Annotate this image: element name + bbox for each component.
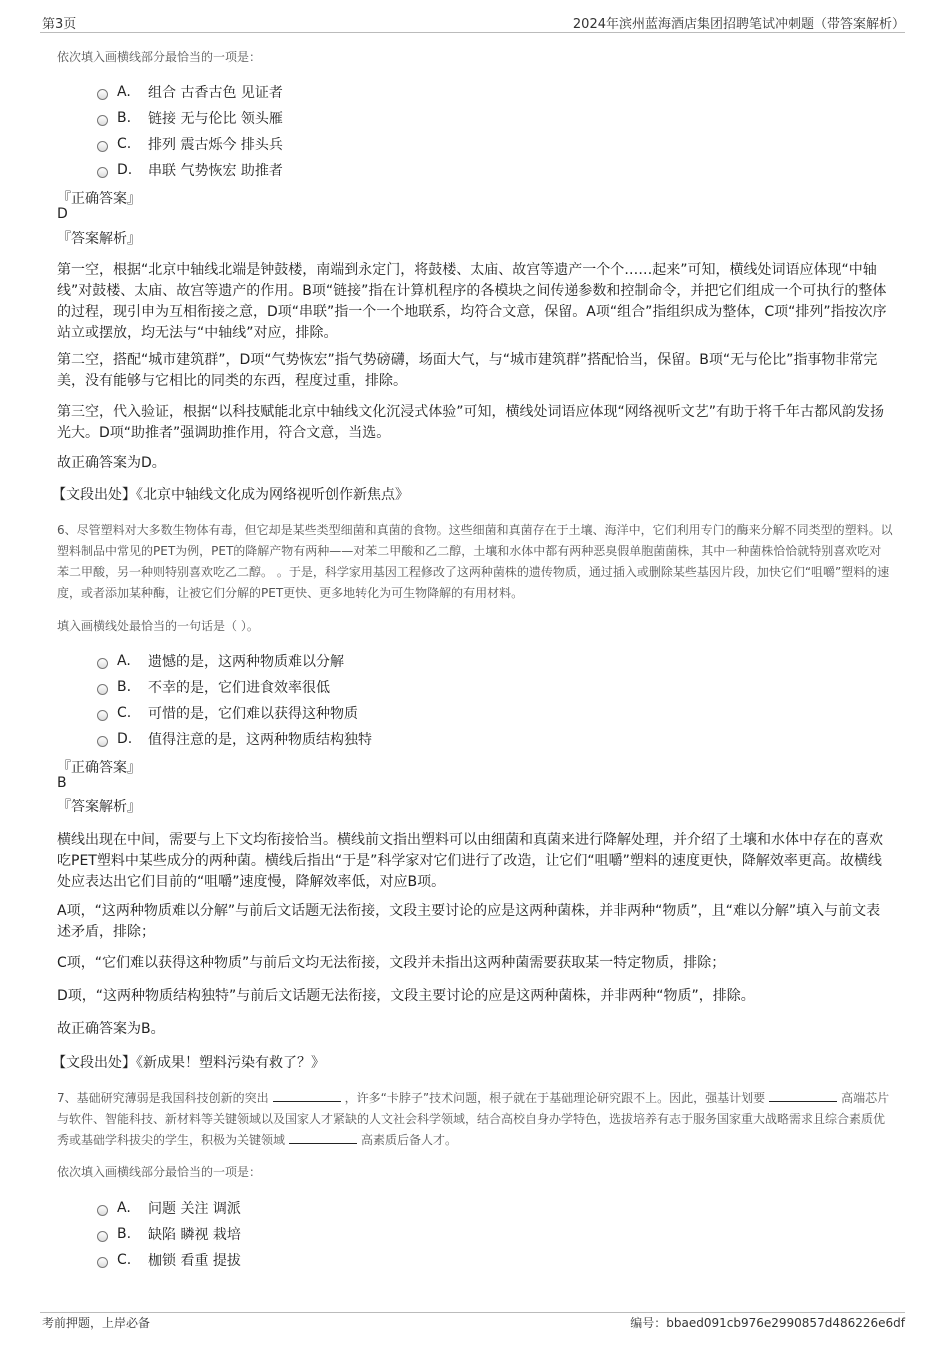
q7-blank-1 [273, 1089, 341, 1102]
header-divider [40, 32, 905, 33]
q6-option-d[interactable] [97, 729, 372, 749]
q6-option-b[interactable] [97, 677, 330, 697]
q5-answer: D [57, 206, 68, 222]
q5-source: 【文段出处】《北京中轴线文化成为网络视听创作新焦点》 [52, 487, 409, 503]
option-text: 不幸的是，它们进食效率很低 [148, 680, 330, 696]
option-letter: C. [117, 136, 132, 152]
option-letter: C. [117, 705, 132, 721]
footer-divider [40, 1312, 905, 1313]
q6-analysis-para: D项，“这两种物质结构独特”与前后文话题无法衔接，文段主要讨论的应是这两种菌株，并非两种“物质”，排除。 [57, 988, 755, 1004]
q5-option-d[interactable] [97, 160, 283, 180]
q7-stem-text: 高素质后备人才。 [361, 1133, 458, 1147]
radio-icon[interactable] [97, 1205, 108, 1216]
radio-icon[interactable] [97, 1257, 108, 1268]
option-letter: A. [117, 84, 131, 100]
document-title: 2024年滨州蓝海酒店集团招聘笔试冲刺题（带答案解析） [572, 17, 905, 32]
option-text: 串联 气势恢宏 助推者 [148, 163, 283, 179]
option-letter: C. [117, 1252, 132, 1268]
option-letter: D. [117, 731, 133, 747]
footer-code: 编号：bbaed091cb976e2990857d486226e6df [630, 1316, 905, 1330]
radio-icon[interactable] [97, 115, 108, 126]
q7-stem-text: 7、基础研究薄弱是我国科技创新的突出 [57, 1091, 269, 1105]
q6-analysis-para: 横线出现在中间，需要与上下文均衔接恰当。横线前文指出塑料可以由细菌和真菌来进行降解处理，并介绍了土壤和水体中存在的喜欢吃PET塑料中某些成分的两种菌。横线后指出“于是”科学家对它们进行了改造，让它们“咀嚼”塑料的速度更快，降解效率更高。故横线处应表达出它们目前的“咀嚼”速度慢，降解效率低，对应B项。 [57, 832, 883, 890]
q5-conclusion: 故正确答案为D。 [57, 455, 166, 471]
q5-analysis-para: 第一空，根据“北京中轴线北端是钟鼓楼，南端到永定门，将鼓楼、太庙、故宫等遗产一个个……起来”可知，横线处词语应体现“中轴线”对鼓楼、太庙、故宫等遗产的作用。B项“链接”指在计算机程序的各模块之间传递参数和控制命令，并把它们组成一个可执行的整体的过程，现引申为互相衔接之意，D项“串联”指一个一个地联系，均符合文意，保留。A项“组合”指组织成为整体，C项“排列”指按次序站立或摆放，均无法与“中轴线”对应，排除。 [57, 262, 887, 341]
q5-answer-label: 『正确答案』 [57, 191, 141, 207]
q7-blank-3 [289, 1131, 357, 1144]
radio-icon[interactable] [97, 1231, 108, 1242]
q7-prompt: 依次填入画横线部分最恰当的一项是： [57, 1165, 262, 1179]
radio-icon[interactable] [97, 710, 108, 721]
option-text: 链接 无与伦比 领头雁 [148, 111, 283, 127]
radio-icon[interactable] [97, 658, 108, 669]
option-text: 值得注意的是，这两种物质结构独特 [148, 732, 372, 748]
q5-option-a[interactable] [97, 82, 283, 102]
q6-option-c[interactable] [97, 703, 358, 723]
q6-analysis-label: 『答案解析』 [57, 799, 141, 815]
option-text: 可惜的是，它们难以获得这种物质 [148, 706, 358, 722]
radio-icon[interactable] [97, 684, 108, 695]
q6-prompt: 填入画横线处最恰当的一句话是（ ）。 [57, 619, 259, 633]
q7-option-a[interactable] [97, 1198, 241, 1218]
q6-option-a[interactable] [97, 651, 344, 671]
q7-option-b[interactable] [97, 1224, 241, 1244]
q6-answer: B [57, 775, 67, 791]
radio-icon[interactable] [97, 167, 108, 178]
q5-analysis-label: 『答案解析』 [57, 231, 141, 247]
q5-option-c[interactable] [97, 134, 283, 154]
option-text: 缺陷 瞵视 栽培 [148, 1227, 241, 1243]
q7-stem-text: ，许多“卡脖子”技术问题，根子就在于基础理论研究跟不上。因此，强基计划要 [344, 1091, 766, 1105]
option-text: 问题 关注 调派 [148, 1201, 241, 1217]
option-text: 组合 古香古色 见证者 [148, 85, 283, 101]
q5-option-b[interactable] [97, 108, 283, 128]
q6-analysis-para: A项，“这两种物质难以分解”与前后文话题无法衔接，文段主要讨论的应是这两种菌株，并非两种“物质”，且“难以分解”填入与前文表述矛盾，排除； [57, 903, 881, 940]
radio-icon[interactable] [97, 89, 108, 100]
q6-answer-label: 『正确答案』 [57, 760, 141, 776]
option-letter: B. [117, 1226, 132, 1242]
q6-conclusion: 故正确答案为B。 [57, 1021, 165, 1037]
option-letter: B. [117, 110, 132, 126]
q5-analysis-para: 第二空，搭配“城市建筑群”，D项“气势恢宏”指气势磅礴，场面大气，与“城市建筑群”搭配恰当，保留。B项“无与伦比”指事物非常完美，没有能够与它相比的同类的东西，程度过重，排除。 [57, 352, 878, 389]
option-text: 枷锁 看重 提拔 [148, 1253, 241, 1269]
q5-analysis-para: 第三空，代入验证，根据“以科技赋能北京中轴线文化沉浸式体验”可知，横线处词语应体现“网络视听文艺”有助于将千年古都风韵发扬光大。D项“助推者”强调助推作用，符合文意，当选。 [57, 404, 885, 441]
option-letter: B. [117, 679, 132, 695]
option-text: 排列 震古烁今 排头兵 [148, 137, 283, 153]
q5-prompt: 依次填入画横线部分最恰当的一项是： [57, 50, 262, 64]
option-letter: A. [117, 653, 131, 669]
q6-analysis-para: C项，“它们难以获得这种物质”与前后文均无法衔接，文段并未指出这两种菌需要获取某一特定物质，排除； [57, 955, 726, 971]
q7-stem-text: 高端芯片与软件、智能科技、新材料等关键领域以及国家人才紧缺的人文社会科学领域，结合高校自身办学特色，选拔培养有志于服务国家重大战略需求且综合素质优秀或基础学科拔尖的学生，积极为关键领域 [57, 1091, 890, 1147]
q7-option-c[interactable] [97, 1250, 241, 1270]
page-number: 第3页 [42, 17, 77, 32]
option-letter: D. [117, 162, 133, 178]
q7-stem [57, 1088, 893, 1151]
option-text: 遗憾的是，这两种物质难以分解 [148, 654, 344, 670]
q6-stem: 6、尽管塑料对大多数生物体有毒，但它却是某些类型细菌和真菌的食物。这些细菌和真菌存在于土壤、海洋中，它们利用专门的酶来分解不同类型的塑料。以塑料制品中常见的PET为例，PET的降解产物有两种——对苯二甲酸和乙二醇，土壤和水体中都有两种恶臭假单胞菌菌株，其中一种菌株恰恰就特别喜欢吃对苯二甲酸，另一种则特别喜欢吃乙二醇。 。于是，科学家用基因工程修改了这两种菌株的遗传物质，通过插入或删除某些基因片段，加快它们“咀嚼”塑料的速度，或者添加某种酶，让被它们分解的PET更快、更多地转化为可生物降解的有用材料。 [57, 523, 893, 600]
q6-source: 【文段出处】《新成果！塑料污染有救了？》 [52, 1055, 325, 1071]
radio-icon[interactable] [97, 736, 108, 747]
radio-icon[interactable] [97, 141, 108, 152]
option-letter: A. [117, 1200, 131, 1216]
q7-blank-2 [769, 1089, 837, 1102]
footer-slogan: 考前押题，上岸必备 [42, 1316, 151, 1330]
